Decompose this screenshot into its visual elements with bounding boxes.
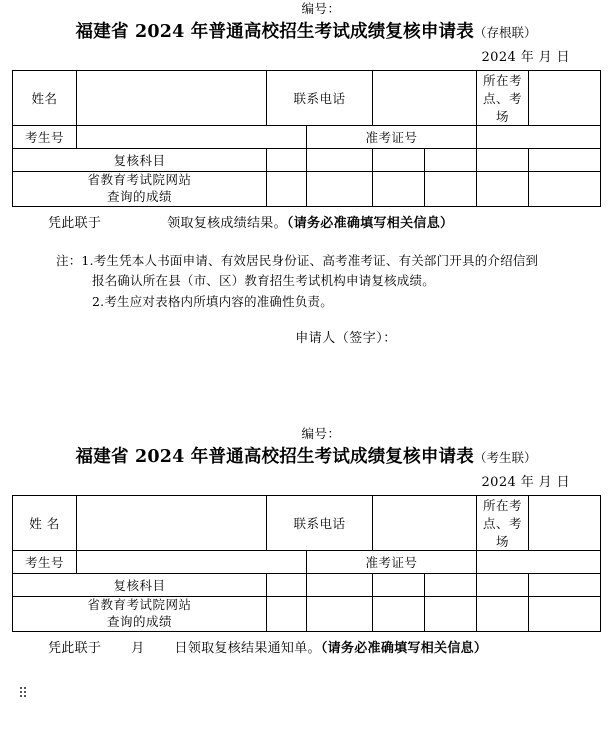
page-title-stub: [0, 18, 612, 46]
pickup-prefix-stub: 凭此联于: [48, 215, 102, 231]
page-title-suffix-candidate: （考生联）: [473, 450, 537, 465]
admission-no-value-cell-candidate[interactable]: [477, 551, 601, 574]
score-cell-3-stub[interactable]: [373, 172, 425, 207]
candidate-no-value-cell-stub[interactable]: [77, 126, 307, 149]
serial-number-label-candidate: 编号：: [301, 426, 341, 441]
candidate-no-label-cell-candidate: 考生号: [13, 551, 77, 574]
subjects-label-cell-stub: 复核科目: [13, 149, 267, 172]
note-2-number: 2.: [92, 294, 105, 309]
date-line-stub: 2024 年 月 日: [481, 50, 570, 65]
score-label-line1-stub: 省教育考试院网站: [87, 172, 192, 187]
page-title-candidate: [0, 443, 612, 471]
score-cell-2-stub[interactable]: [307, 172, 373, 207]
pickup-month-label-candidate: 月: [131, 640, 145, 656]
pickup-instruction-candidate: [0, 637, 612, 656]
score-cell-2-candidate[interactable]: [307, 597, 373, 632]
subject-cell-3-stub[interactable]: [373, 149, 425, 172]
name-label-cell-stub: 姓名: [13, 71, 77, 126]
exam-site-label-cell-stub: 所在考点、考场: [477, 71, 529, 126]
score-cell-1-stub[interactable]: [267, 172, 307, 207]
applicant-table-candidate: [12, 495, 601, 632]
subject-cell-1-candidate[interactable]: [267, 574, 307, 597]
score-cell-4-stub[interactable]: [425, 172, 477, 207]
form-candidate-copy: [0, 425, 612, 656]
table-row-candidate-no-stub: [13, 126, 601, 149]
table-row-scores-stub: [13, 172, 601, 207]
candidate-no-value-cell-candidate[interactable]: [77, 551, 307, 574]
phone-label-cell-candidate: 联系电话: [267, 496, 373, 551]
score-label-cell-candidate: [13, 597, 267, 632]
date-line-candidate: 2024 年 月 日: [481, 475, 570, 490]
notes-section-stub: [0, 251, 612, 313]
phone-value-cell-stub[interactable]: [373, 71, 477, 126]
note-item-2: [56, 292, 612, 313]
pickup-emphasis-candidate: （请务必准确填写相关信息）: [320, 640, 488, 656]
subjects-label-cell-candidate: 复核科目: [13, 574, 267, 597]
score-cell-5-candidate[interactable]: [477, 597, 529, 632]
exam-site-label-cell-candidate: 所在考点、考场: [477, 496, 529, 551]
page-title-suffix-stub: （存根联）: [473, 25, 537, 40]
note-1-line-1: 考生凭本人书面申请、有效居民身份证、高考准考证、有关部门开具的介绍信到: [93, 252, 539, 268]
score-label-line2-stub: 查询的成绩: [106, 188, 172, 204]
pickup-emphasis-stub: （请务必准确填写相关信息）: [286, 215, 454, 231]
score-cell-1-candidate[interactable]: [267, 597, 307, 632]
subject-cell-5-stub[interactable]: [477, 149, 529, 172]
admission-no-label-cell-candidate: 准考证号: [307, 551, 477, 574]
exam-site-value-cell-stub[interactable]: [529, 71, 601, 126]
score-cell-6-stub[interactable]: [529, 172, 601, 207]
table-row-scores-candidate: [13, 597, 601, 632]
subject-cell-6-candidate[interactable]: [529, 574, 601, 597]
applicant-table-stub: [12, 70, 601, 207]
admission-no-value-cell-stub[interactable]: [477, 126, 601, 149]
subject-cell-1-stub[interactable]: [267, 149, 307, 172]
name-label-cell-candidate: 姓 名: [13, 496, 77, 551]
score-cell-3-candidate[interactable]: [373, 597, 425, 632]
score-label-line2-candidate: 查询的成绩: [106, 613, 172, 629]
note-item-1: [56, 251, 612, 272]
table-row-subjects-candidate: [13, 574, 601, 597]
score-label-cell-stub: [13, 172, 267, 207]
table-row-name-candidate: [13, 496, 601, 551]
drag-handle-dots-icon[interactable]: [20, 687, 28, 700]
table-row-subjects-stub: [13, 149, 601, 172]
serial-number-label-stub: 编号：: [301, 1, 341, 16]
page-title-main-stub: 福建省 2024 年普通高校招生考试成绩复核申请表: [75, 22, 474, 42]
name-value-cell-stub[interactable]: [77, 71, 267, 126]
subject-cell-3-candidate[interactable]: [373, 574, 425, 597]
subject-cell-4-candidate[interactable]: [425, 574, 477, 597]
name-value-cell-candidate[interactable]: [77, 496, 267, 551]
subject-cell-5-candidate[interactable]: [477, 574, 529, 597]
pickup-day-label-candidate: 日领取复核结果通知单。: [174, 640, 321, 656]
subject-cell-4-stub[interactable]: [425, 149, 477, 172]
phone-value-cell-candidate[interactable]: [373, 496, 477, 551]
admission-no-label-cell-stub: 准考证号: [307, 126, 477, 149]
subject-cell-6-stub[interactable]: [529, 149, 601, 172]
phone-label-cell-stub: 联系电话: [267, 71, 373, 126]
score-label-line1-candidate: 省教育考试院网站: [87, 597, 192, 612]
table-row-name-stub: [13, 71, 601, 126]
pickup-suffix-stub: 领取复核成绩结果。: [167, 215, 287, 231]
signature-label-stub: 申请人（签字）：: [295, 330, 397, 346]
note-1-line-2-row: [56, 271, 612, 292]
table-row-candidate-no-candidate: [13, 551, 601, 574]
candidate-no-label-cell-stub: 考生号: [13, 126, 77, 149]
note-1-number: 1.: [81, 252, 94, 268]
score-cell-4-candidate[interactable]: [425, 597, 477, 632]
pickup-instruction-stub: [0, 212, 612, 231]
notes-label: 注：: [56, 252, 82, 268]
subject-cell-2-candidate[interactable]: [307, 574, 373, 597]
subject-cell-2-stub[interactable]: [307, 149, 373, 172]
score-cell-5-stub[interactable]: [477, 172, 529, 207]
note-2-line-1: 考生应对表格内所填内容的准确性负责。: [104, 294, 333, 309]
pickup-prefix-candidate: 凭此联于: [48, 640, 102, 656]
score-cell-6-candidate[interactable]: [529, 597, 601, 632]
exam-site-value-cell-candidate[interactable]: [529, 496, 601, 551]
page-title-main-candidate: 福建省 2024 年普通高校招生考试成绩复核申请表: [75, 447, 474, 467]
form-stub-copy: [0, 0, 612, 346]
note-1-line-2: 报名确认所在县（市、区）教育招生考试机构申请复核成绩。: [92, 273, 435, 289]
